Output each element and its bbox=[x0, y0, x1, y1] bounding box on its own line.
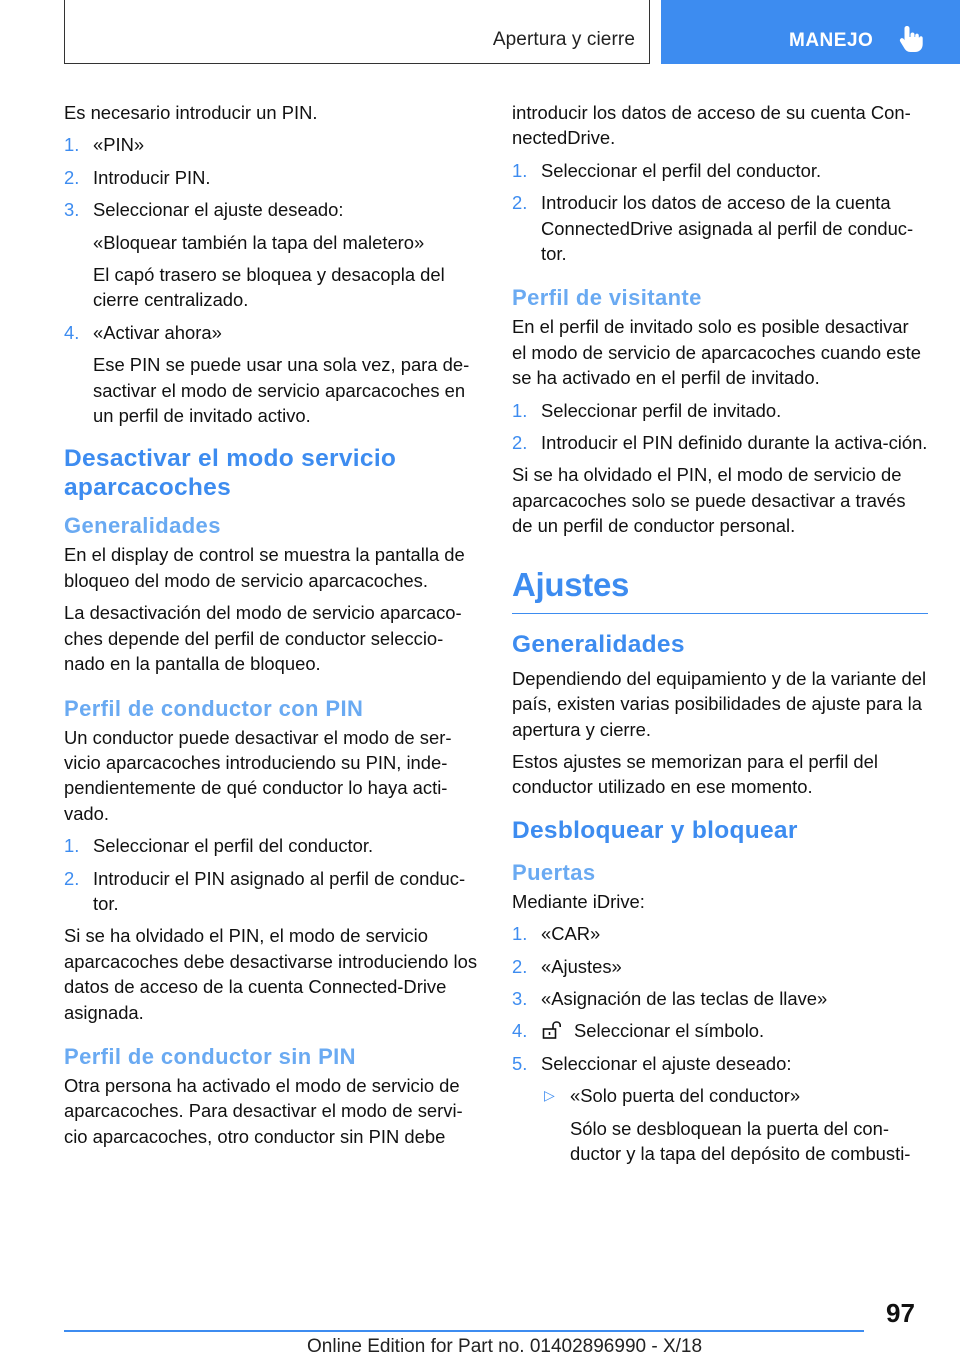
step-text: Introducir el PIN asignado al perfil de conduc‐tor. bbox=[93, 867, 466, 914]
page-number: 97 bbox=[886, 1298, 915, 1328]
step-number: 3. bbox=[512, 987, 528, 1009]
step-text: Seleccionar el perfil del conductor. bbox=[541, 159, 822, 181]
list-item bbox=[64, 833, 480, 858]
step-number: 2. bbox=[64, 166, 80, 188]
step-text: Introducir los datos de acceso de la cuenta ConnectedDrive asignada al perfil de conduc‐tor. bbox=[541, 192, 914, 265]
step-number: 3. bbox=[64, 199, 80, 221]
list-item bbox=[512, 954, 928, 979]
chapter-title: MANEJO bbox=[789, 30, 874, 51]
triangle-marker-icon: ▷ bbox=[544, 1087, 555, 1104]
right-column bbox=[512, 100, 928, 1173]
list-item bbox=[64, 165, 480, 190]
step-subtext: Ese PIN se puede usar una sola vez, para de‐sactivar el modo de servicio aparcacoches en un perfil de invitado activo. bbox=[93, 354, 470, 427]
step-text: «Asignación de las teclas de llave» bbox=[541, 987, 828, 1009]
heading-desbloquear: Desbloquear y bloquear bbox=[512, 816, 798, 844]
step-number: 2. bbox=[64, 867, 80, 889]
bullet-item bbox=[541, 1083, 928, 1166]
paragraph: Si se ha olvidado el PIN, el modo de servicio aparcacoches debe desactivarse introduciendo los datos de acceso de la cuenta Connected‐Drive asignada. bbox=[64, 925, 478, 1023]
paragraph: introducir los datos de acceso de su cuenta Con‐nectedDrive. bbox=[512, 102, 911, 149]
step-number: 4. bbox=[512, 1020, 528, 1042]
step-number: 1. bbox=[64, 835, 80, 857]
paragraph: En el display de control se muestra la pantalla de bloqueo del modo de servicio aparcacoches. bbox=[64, 544, 465, 591]
step-number: 4. bbox=[64, 321, 80, 343]
list-item bbox=[64, 320, 480, 429]
driver-steps-list bbox=[64, 833, 480, 916]
left-column bbox=[64, 100, 480, 1156]
list-item bbox=[512, 430, 928, 455]
heading-sin-pin: Perfil de conductor sin PIN bbox=[64, 1043, 356, 1069]
list-item bbox=[512, 1018, 928, 1043]
step-text: Seleccionar el símbolo. bbox=[574, 1020, 765, 1042]
step-text: Seleccionar perfil de invitado. bbox=[541, 399, 782, 421]
unlock-icon bbox=[542, 1020, 562, 1040]
heading-ajustes: Ajustes bbox=[512, 565, 928, 614]
paragraph: Si se ha olvidado el PIN, el modo de servicio de aparcacoches solo se puede desactivar a través de un perfil de conductor personal. bbox=[512, 464, 906, 537]
footer-edition: Online Edition for Part no. 01402896990 - X/18 bbox=[307, 1336, 703, 1357]
bullet-subtext: Sólo se desbloquean la puerta del con‐ductor y la tapa del depósito de combusti‐ bbox=[570, 1117, 911, 1164]
step-text: Introducir el PIN definido durante la activa‐ción. bbox=[541, 432, 928, 454]
paragraph: La desactivación del modo de servicio aparcaco‐ches depende del perfil de conductor seleccio‐nado en la pantalla de bloqueo. bbox=[64, 602, 462, 675]
intro-paragraph: Es necesario introducir un PIN. bbox=[64, 102, 318, 123]
option-bullets bbox=[541, 1083, 928, 1166]
list-item bbox=[512, 1051, 928, 1167]
list-item bbox=[512, 190, 928, 266]
idrive-steps-list bbox=[512, 921, 928, 1166]
footer-divider bbox=[64, 1330, 864, 1332]
list-item bbox=[512, 986, 928, 1011]
guest-steps-list bbox=[512, 398, 928, 456]
heading-desactivar: Desactivar el modo servicio aparcacoches bbox=[64, 445, 397, 502]
step-number: 2. bbox=[512, 432, 528, 454]
step-number: 2. bbox=[512, 955, 528, 977]
step-text: «CAR» bbox=[541, 923, 601, 945]
heading-visitante: Perfil de visitante bbox=[512, 285, 702, 311]
step-number: 1. bbox=[64, 134, 80, 156]
paragraph: Dependiendo del equipamiento y de la variante del país, existen varias posibilidades de ajuste para la apertura y cierre. bbox=[512, 667, 927, 740]
step-text: Seleccionar el ajuste deseado: bbox=[93, 199, 344, 221]
bullet-text: «Solo puerta del conductor» bbox=[570, 1085, 801, 1107]
list-item bbox=[64, 866, 480, 917]
list-item bbox=[64, 197, 480, 313]
header-section-box bbox=[64, 0, 650, 64]
list-item bbox=[512, 158, 928, 183]
step-subtext: El capó trasero se bloquea y desacopla del cierre centralizado. bbox=[93, 264, 445, 311]
list-item bbox=[512, 921, 928, 946]
pin-steps-list bbox=[64, 132, 480, 428]
header-chapter-tab[interactable] bbox=[661, 0, 960, 64]
step-text: «Activar ahora» bbox=[93, 321, 222, 343]
list-item bbox=[512, 398, 928, 423]
step-number: 2. bbox=[512, 192, 528, 214]
step-text: «PIN» bbox=[93, 134, 145, 156]
step-text: Seleccionar el ajuste deseado: bbox=[541, 1052, 792, 1074]
step-subtext: «Bloquear también la tapa del maletero» bbox=[93, 231, 425, 253]
paragraph: Otra persona ha activado el modo de servicio de aparcacoches. Para desactivar el modo de servi‐cio aparcacoches, otro conductor sin PIN debe bbox=[64, 1074, 463, 1147]
paragraph: Un conductor puede desactivar el modo de ser‐vicio aparcacoches introduciendo su PIN, inde‐pendientemente de qué conductor lo haya acti‐vado. bbox=[64, 726, 452, 824]
paragraph: Estos ajustes se memorizan para el perfil del conductor utilizado en ese momento. bbox=[512, 750, 878, 798]
heading-generalidades: Generalidades bbox=[64, 513, 221, 539]
step-number: 5. bbox=[512, 1052, 528, 1074]
step-text: Introducir PIN. bbox=[93, 166, 211, 188]
section-title: Apertura y cierre bbox=[492, 29, 635, 50]
step-text: Seleccionar el perfil del conductor. bbox=[93, 835, 374, 857]
step-number: 1. bbox=[512, 923, 528, 945]
hand-pointer-icon bbox=[898, 24, 924, 54]
paragraph: Mediante iDrive: bbox=[512, 890, 645, 912]
account-steps-list bbox=[512, 158, 928, 267]
heading-generalidades-ajustes: Generalidades bbox=[512, 630, 685, 658]
heading-con-pin: Perfil de conductor con PIN bbox=[64, 695, 364, 721]
step-number: 1. bbox=[512, 399, 528, 421]
step-number: 1. bbox=[512, 159, 528, 181]
heading-puertas: Puertas bbox=[512, 859, 596, 885]
step-text: «Ajustes» bbox=[541, 955, 622, 977]
paragraph: En el perfil de invitado solo es posible desactivar el modo de servicio de aparcacoches cuando este se ha activado en el perfil de invitado. bbox=[512, 316, 921, 389]
list-item bbox=[64, 132, 480, 157]
